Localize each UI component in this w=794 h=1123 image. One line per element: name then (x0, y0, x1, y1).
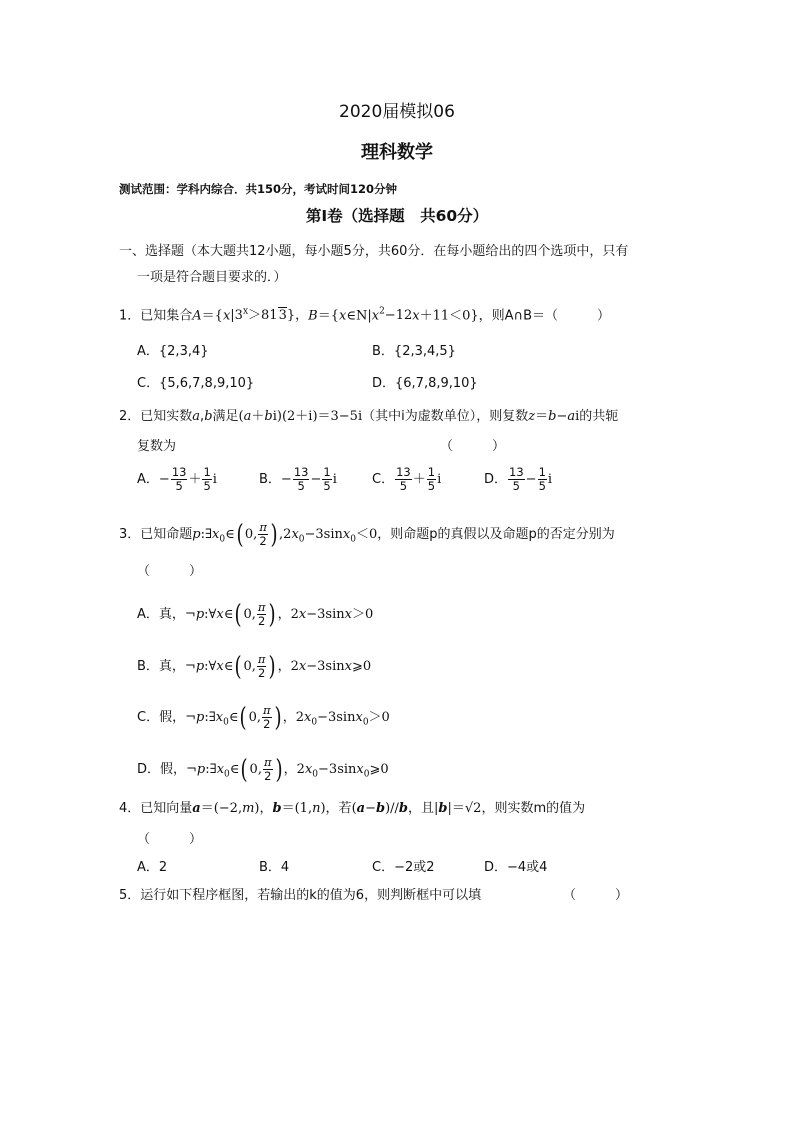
q1-option-d: D．{6,7,8,9,10} (372, 376, 478, 391)
question-1: 1．已知集合$A=\{x|3^x>813\}$，$B=\{x\in N|x^2-12x+11<0\}$，则A∩B＝（ ） (119, 307, 610, 324)
q3-option-d: D．假，$\neg p:\exists x_0\in$( 0, $\frac{\pi}{2}$ ) ，$2x_0-3\sin x_0⩾0$ (137, 754, 389, 785)
q1-suffix: ，则A∩B＝（ ） (478, 308, 610, 324)
q1-option-a: A．{2,3,4} (137, 344, 209, 359)
question-4: 4．已知向量a＝(−2,m)，b＝(1,n)，若(a−b)//b，且|b|＝√2，则实数m的值为 (119, 801, 586, 816)
q3-answer-paren: （ ） (137, 564, 203, 579)
q3-option-a: A．真，¬p:∀x∈( 0, $\frac{\pi}{2}$ ) ，2x−3sinx＞0 (137, 599, 374, 630)
q4-option-c: C．−2或2 (372, 860, 435, 875)
section-heading: 第Ⅰ卷（选择题 共60分） (305, 207, 489, 225)
page-subtitle: 理科数学 (361, 142, 433, 163)
q1-option-b: B．{2,3,4,5} (372, 344, 456, 359)
page-title: 2020届模拟06 (339, 102, 455, 122)
q4-option-a: A．2 (137, 860, 168, 875)
instruction-line-2: 一项是符合题目要求的．） (137, 270, 287, 285)
q3-option-b: B．真，¬p:∀x∈( 0, $\frac{\pi}{2}$ ) ，2x−3sinx⩾0 (137, 651, 372, 682)
q2-option-a: A．− $\frac{13}{5}$ ＋ $\frac{1}{5}$ i (137, 465, 217, 493)
q2-option-d: D． $\frac{13}{5}$ − $\frac{1}{5}$ i (484, 465, 553, 493)
q3-option-c: C．假，$\neg p:\exists x_0\in$( 0, $\frac{\pi}{2}$ ) ，$2x_0-3\sin x_0>0$ (137, 702, 390, 733)
q1-set-b-formula: B (308, 308, 318, 324)
q2-equation: ( (238, 409, 244, 424)
q2-option-b: B．− $\frac{13}{5}$ − $\frac{1}{5}$ i (259, 465, 337, 493)
q1-set-a-formula: A (192, 308, 202, 324)
q2-answer-paren: （ ） (440, 439, 506, 454)
question-3: 3．已知命题$p:\exists x_0\in$( 0, $\frac{\pi}{2}$ ) $,2x_0-3\sin x_0<0$，则命题p的真假以及命题p的否定分别为 (119, 519, 615, 550)
question-2: 2．已知实数a,b满足(a＋bi)(2＋i)＝3−5i（其中i为虚数单位），则复数z＝b−ai的共轭 (119, 409, 619, 424)
test-scope: 测试范围：学科内综合．共150分，考试时间120分钟 (119, 182, 398, 196)
q1-prefix: 1．已知集合 (119, 308, 193, 324)
q4-answer-paren: （ ） (137, 832, 203, 847)
q4-option-b: B．4 (259, 860, 290, 875)
question-5: 5．运行如下程序框图，若输出的k的值为6，则判断框中可以填 (119, 888, 482, 903)
q1-option-c: C．{5,6,7,8,9,10} (137, 376, 255, 391)
q2-line-2: 复数为 (137, 439, 177, 454)
q5-answer-paren: （ ） (563, 888, 629, 903)
q4-option-d: D．−4或4 (484, 860, 548, 875)
q2-option-c: C． $\frac{13}{5}$ ＋ $\frac{1}{5}$ i (372, 465, 442, 493)
instruction-line-1: 一、选择题（本大题共12小题，每小题5分，共60分．在每小题给出的四个选项中，只有 (119, 244, 629, 259)
